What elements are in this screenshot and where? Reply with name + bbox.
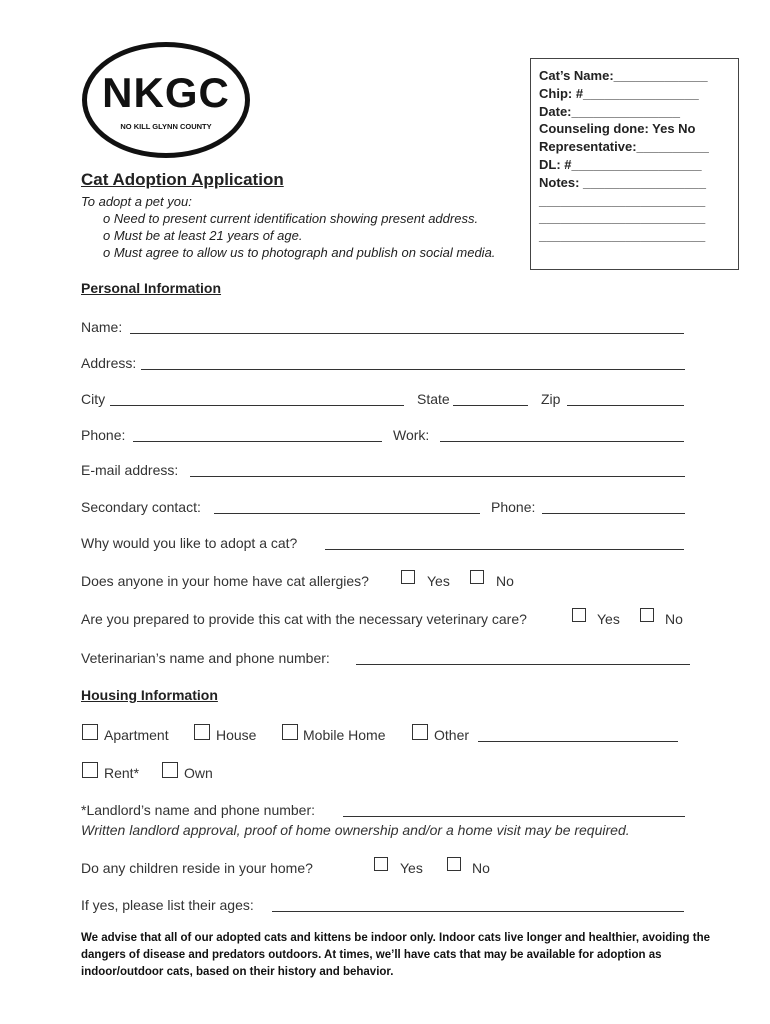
work-input-line[interactable] <box>440 441 684 442</box>
email-label: E-mail address: <box>81 462 179 478</box>
children-label: Do any children reside in your home? <box>81 860 313 876</box>
why-adopt-label: Why would you like to adopt a cat? <box>81 535 298 551</box>
vet-name-input-line[interactable] <box>356 664 690 665</box>
name-input-line[interactable] <box>130 333 684 334</box>
office-use-box <box>530 58 739 270</box>
rent-checkbox[interactable] <box>82 762 98 778</box>
chip-field[interactable]: Chip: #________________ <box>539 85 699 101</box>
allergies-label: Does anyone in your home have cat allergies? <box>81 573 369 589</box>
requirement-item: o Need to present current identification showing present address. <box>103 211 479 226</box>
secondary-phone-input-line[interactable] <box>542 513 685 514</box>
allergies-yes-label: Yes <box>427 573 450 589</box>
state-input-line[interactable] <box>453 405 528 406</box>
landlord-label: *Landlord’s name and phone number: <box>81 802 316 818</box>
zip-label: Zip <box>541 391 561 407</box>
page-title: Cat Adoption Application <box>81 170 284 189</box>
allergies-no-label: No <box>496 573 514 589</box>
allergies-no-checkbox[interactable] <box>470 570 484 584</box>
vet-name-label: Veterinarian’s name and phone number: <box>81 650 330 666</box>
landlord-note: Written landlord approval, proof of home ownership and/or a home visit may be required. <box>81 822 630 838</box>
city-input-line[interactable] <box>110 405 404 406</box>
apartment-label: Apartment <box>104 727 169 743</box>
other-label: Other <box>434 727 470 743</box>
intro-text: To adopt a pet you: <box>81 194 192 209</box>
representative-field[interactable]: Representative:__________ <box>539 139 709 155</box>
vet-care-yes-checkbox[interactable] <box>572 608 586 622</box>
phone-label: Phone: <box>81 427 126 443</box>
children-no-checkbox[interactable] <box>447 857 461 871</box>
other-input-line[interactable] <box>478 741 678 742</box>
children-yes-label: Yes <box>400 860 423 876</box>
housing-heading: Housing Information <box>81 687 218 703</box>
zip-input-line[interactable] <box>567 405 684 406</box>
cats-name-field[interactable]: Cat’s Name:_____________ <box>539 68 708 83</box>
notes-line-3[interactable]: _______________________ <box>539 228 706 244</box>
mobile-home-label: Mobile Home <box>303 727 386 743</box>
secondary-contact-input-line[interactable] <box>214 513 480 514</box>
office-fields <box>539 67 709 245</box>
date-field[interactable]: Date:_______________ <box>539 103 680 119</box>
house-checkbox[interactable] <box>194 724 210 740</box>
apartment-checkbox[interactable] <box>82 724 98 740</box>
notes-field[interactable]: Notes: _________________ <box>539 174 706 190</box>
other-checkbox[interactable] <box>412 724 428 740</box>
children-ages-input-line[interactable] <box>272 911 684 912</box>
requirement-item: o Must be at least 21 years of age. <box>103 228 303 243</box>
vet-care-yes-label: Yes <box>597 611 620 627</box>
vet-care-no-checkbox[interactable] <box>640 608 654 622</box>
nkgc-logo <box>82 42 250 158</box>
children-no-label: No <box>472 860 490 876</box>
requirement-text: Must agree to allow us to photograph and publish on social media. <box>113 245 496 260</box>
rent-label: Rent* <box>104 765 140 781</box>
logo-subtitle: NO KILL GLYNN COUNTY <box>120 122 212 131</box>
email-input-line[interactable] <box>190 476 685 477</box>
requirement-text: Need to present current identification showing present address. <box>113 211 479 226</box>
why-adopt-input-line[interactable] <box>325 549 684 550</box>
own-label: Own <box>184 765 213 781</box>
dl-field[interactable]: DL: #__________________ <box>539 156 702 172</box>
work-label: Work: <box>393 427 430 443</box>
vet-care-label: Are you prepared to provide this cat with the necessary veterinary care? <box>81 611 527 627</box>
landlord-input-line[interactable] <box>343 816 685 817</box>
secondary-phone-label: Phone: <box>491 499 536 515</box>
address-label: Address: <box>81 355 137 371</box>
address-input-line[interactable] <box>141 369 685 370</box>
personal-heading: Personal Information <box>81 280 222 296</box>
state-label: State <box>417 391 450 407</box>
mobile-home-checkbox[interactable] <box>282 724 298 740</box>
phone-input-line[interactable] <box>133 441 382 442</box>
own-checkbox[interactable] <box>162 762 178 778</box>
requirement-text: Must be at least 21 years of age. <box>113 228 303 243</box>
name-label: Name: <box>81 319 123 335</box>
secondary-contact-label: Secondary contact: <box>81 499 201 515</box>
logo-text: NKGC <box>102 69 230 116</box>
notes-line-2[interactable]: _______________________ <box>539 210 706 226</box>
notes-line-1[interactable]: _______________________ <box>539 192 706 208</box>
requirement-item: o Must agree to allow us to photograph and publish on social media. <box>103 245 496 260</box>
house-label: House <box>216 727 257 743</box>
indoor-advisory: We advise that all of our adopted cats and kittens be indoor only. Indoor cats live longer and healthier, avoiding the dangers of disease and predators outdoors. At times, we’ll have cats that may be available for adoption as indoor/outdoor cats, based on their history and behavior. <box>81 932 710 978</box>
children-yes-checkbox[interactable] <box>374 857 388 871</box>
city-label: City <box>81 391 106 407</box>
vet-care-no-label: No <box>665 611 683 627</box>
allergies-yes-checkbox[interactable] <box>401 570 415 584</box>
children-ages-label: If yes, please list their ages: <box>81 897 254 913</box>
counseling-field[interactable]: Counseling done: Yes No <box>539 121 696 137</box>
